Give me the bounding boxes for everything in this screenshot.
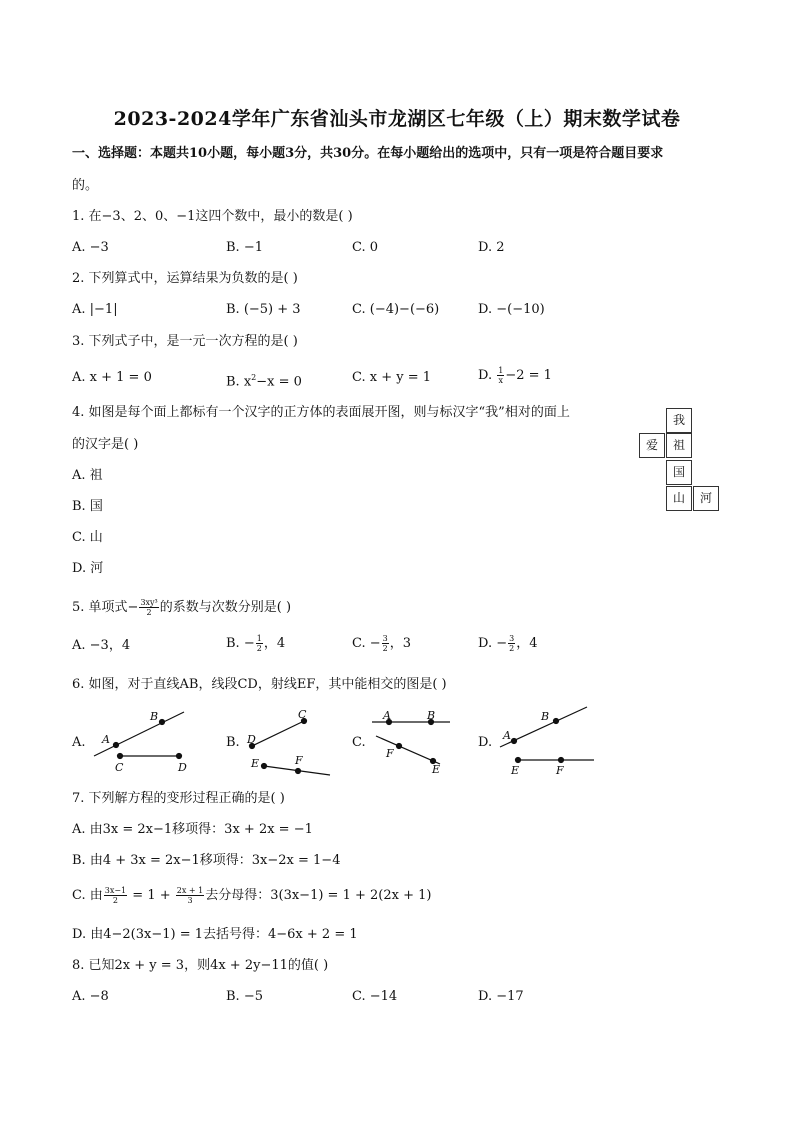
q8-option-d: D. −17 (478, 989, 524, 1004)
q2-option-b: B. (−5) + 3 (226, 302, 301, 317)
figD-point-f (559, 758, 564, 763)
figC-label-a: A (383, 709, 391, 722)
question-3-stem: 3. 下列式子中，是一元一次方程的是( ) (72, 334, 298, 349)
q3-option-b: B. $x^2-x = 0$ (226, 373, 302, 390)
q6-option-a: A. (72, 735, 86, 750)
q3-option-c: C. x + y = 1 (352, 370, 432, 385)
q7-option-a: A. 由3x = 2x−1移项得：3x + 2x = −1 (72, 822, 313, 837)
question-4-stem: 4. 如图是每个面上都标有一个汉字的正方体的表面展开图，则与标汉字“我”相对的面上 (72, 405, 570, 420)
q5-option-d: D. − $\frac{3}{2}$ ，4 (478, 634, 538, 653)
figD-point-a (512, 739, 517, 744)
figA-label-b: B (150, 710, 159, 723)
figB-label-d: D (247, 733, 256, 746)
question-1-stem: 1. 在−3、2、0、−1这四个数中，最小的数是( ) (72, 209, 353, 224)
figD-label-f: F (556, 764, 564, 777)
figB-label-e: E (251, 757, 260, 770)
question-7-stem: 7. 下列解方程的变形过程正确的是( ) (72, 791, 285, 806)
figD-point-b (554, 719, 559, 724)
figB-label-c: C (298, 708, 307, 721)
net-cell-zu: 祖 (666, 433, 692, 458)
q8-option-c: C. −14 (352, 989, 398, 1004)
figB-segment-cd (252, 721, 304, 746)
figD-label-a: A (503, 729, 511, 742)
question-8-stem: 8. 已知2x + y = 3，则4x + 2y−11的值( ) (72, 958, 329, 973)
section-instructions-cont: 的。 (72, 178, 99, 193)
figA-label-d: D (178, 761, 187, 774)
q1-option-c: C. 0 (352, 240, 379, 255)
q4-option-a: A. 祖 (72, 468, 103, 483)
q5-option-b: B. − $\frac{1}{2}$ ，4 (226, 634, 286, 653)
figA-label-a: A (102, 733, 110, 746)
figA-point-b (160, 720, 165, 725)
q6-figure-c (372, 720, 450, 765)
question-2-stem: 2. 下列算式中，运算结果为负数的是( ) (72, 271, 298, 286)
figB-label-f: F (295, 754, 303, 767)
q1-option-b: B. −1 (226, 240, 263, 255)
figB-point-f (296, 769, 301, 774)
q2-option-c: C. (−4)−(−6) (352, 302, 440, 317)
q7-option-c: C. 由 $\frac{3x-1}{2}$ = 1 + $\frac{2x + 1}{3}$ 去分母得：3(3x−1) = 1 + 2(2x + 1) (72, 886, 432, 905)
q8-option-b: B. −5 (226, 989, 263, 1004)
q2-option-a: A. |−1| (72, 302, 118, 317)
q1-option-d: D. 2 (478, 240, 505, 255)
q7-option-d: D. 由4−2(3x−1) = 1去括号得：4−6x + 2 = 1 (72, 927, 358, 942)
q6-option-c: C. (352, 735, 366, 750)
figD-point-e (516, 758, 521, 763)
q4-option-c: C. 山 (72, 530, 103, 545)
q5-option-c: C. − $\frac{3}{2}$ ，3 (352, 634, 412, 653)
q4-option-d: D. 河 (72, 561, 104, 576)
question-6-stem: 6. 如图，对于直线AB，线段CD，射线EF，其中能相交的图是( ) (72, 677, 447, 692)
q6-option-b: B. (226, 735, 240, 750)
q2-option-d: D. −(−10) (478, 302, 545, 317)
q6-option-d: D. (478, 735, 493, 750)
q7-option-b: B. 由4 + 3x = 2x−1移项得：3x−2x = 1−4 (72, 853, 341, 868)
figA-label-c: C (115, 761, 124, 774)
figA-point-c (118, 754, 123, 759)
figC-point-f (397, 744, 402, 749)
net-cell-shan: 山 (666, 486, 692, 511)
page-title: 2023-2024学年广东省汕头市龙湖区七年级（上）期末数学试卷 (113, 108, 681, 130)
figC-label-e: E (432, 763, 441, 776)
net-cell-guo: 国 (666, 460, 692, 485)
q5-option-a: A. −3，4 (72, 638, 131, 653)
figC-label-b: B (427, 709, 436, 722)
question-4-stem-cont: 的汉字是( ) (72, 437, 139, 452)
net-cell-he: 河 (693, 486, 719, 511)
figA-point-a (114, 743, 119, 748)
figA-point-d (177, 754, 182, 759)
q3-option-a: A. x + 1 = 0 (72, 370, 152, 385)
q3-option-d: D. $\frac{1}{x}$ −2 = 1 (478, 366, 552, 385)
figC-label-f: F (386, 747, 394, 760)
net-cell-wo: 我 (666, 408, 692, 433)
figB-point-e (262, 764, 267, 769)
q1-option-a: A. −3 (72, 240, 109, 255)
question-5-stem: 5. 单项式− $\frac{\text{3xy³}}{2}$ 的系数与次数分别是( ) (72, 598, 292, 617)
figD-label-e: E (511, 764, 520, 777)
q8-option-a: A. −8 (72, 989, 109, 1004)
figD-label-b: B (541, 710, 550, 723)
section-instructions: 一、选择题：本题共10小题，每小题3分，共30分。在每小题给出的选项中，只有一项是符合题目要求 (72, 146, 664, 161)
q6-figure-b (250, 719, 331, 776)
q4-option-b: B. 国 (72, 499, 103, 514)
net-cell-ai: 爱 (639, 433, 665, 458)
